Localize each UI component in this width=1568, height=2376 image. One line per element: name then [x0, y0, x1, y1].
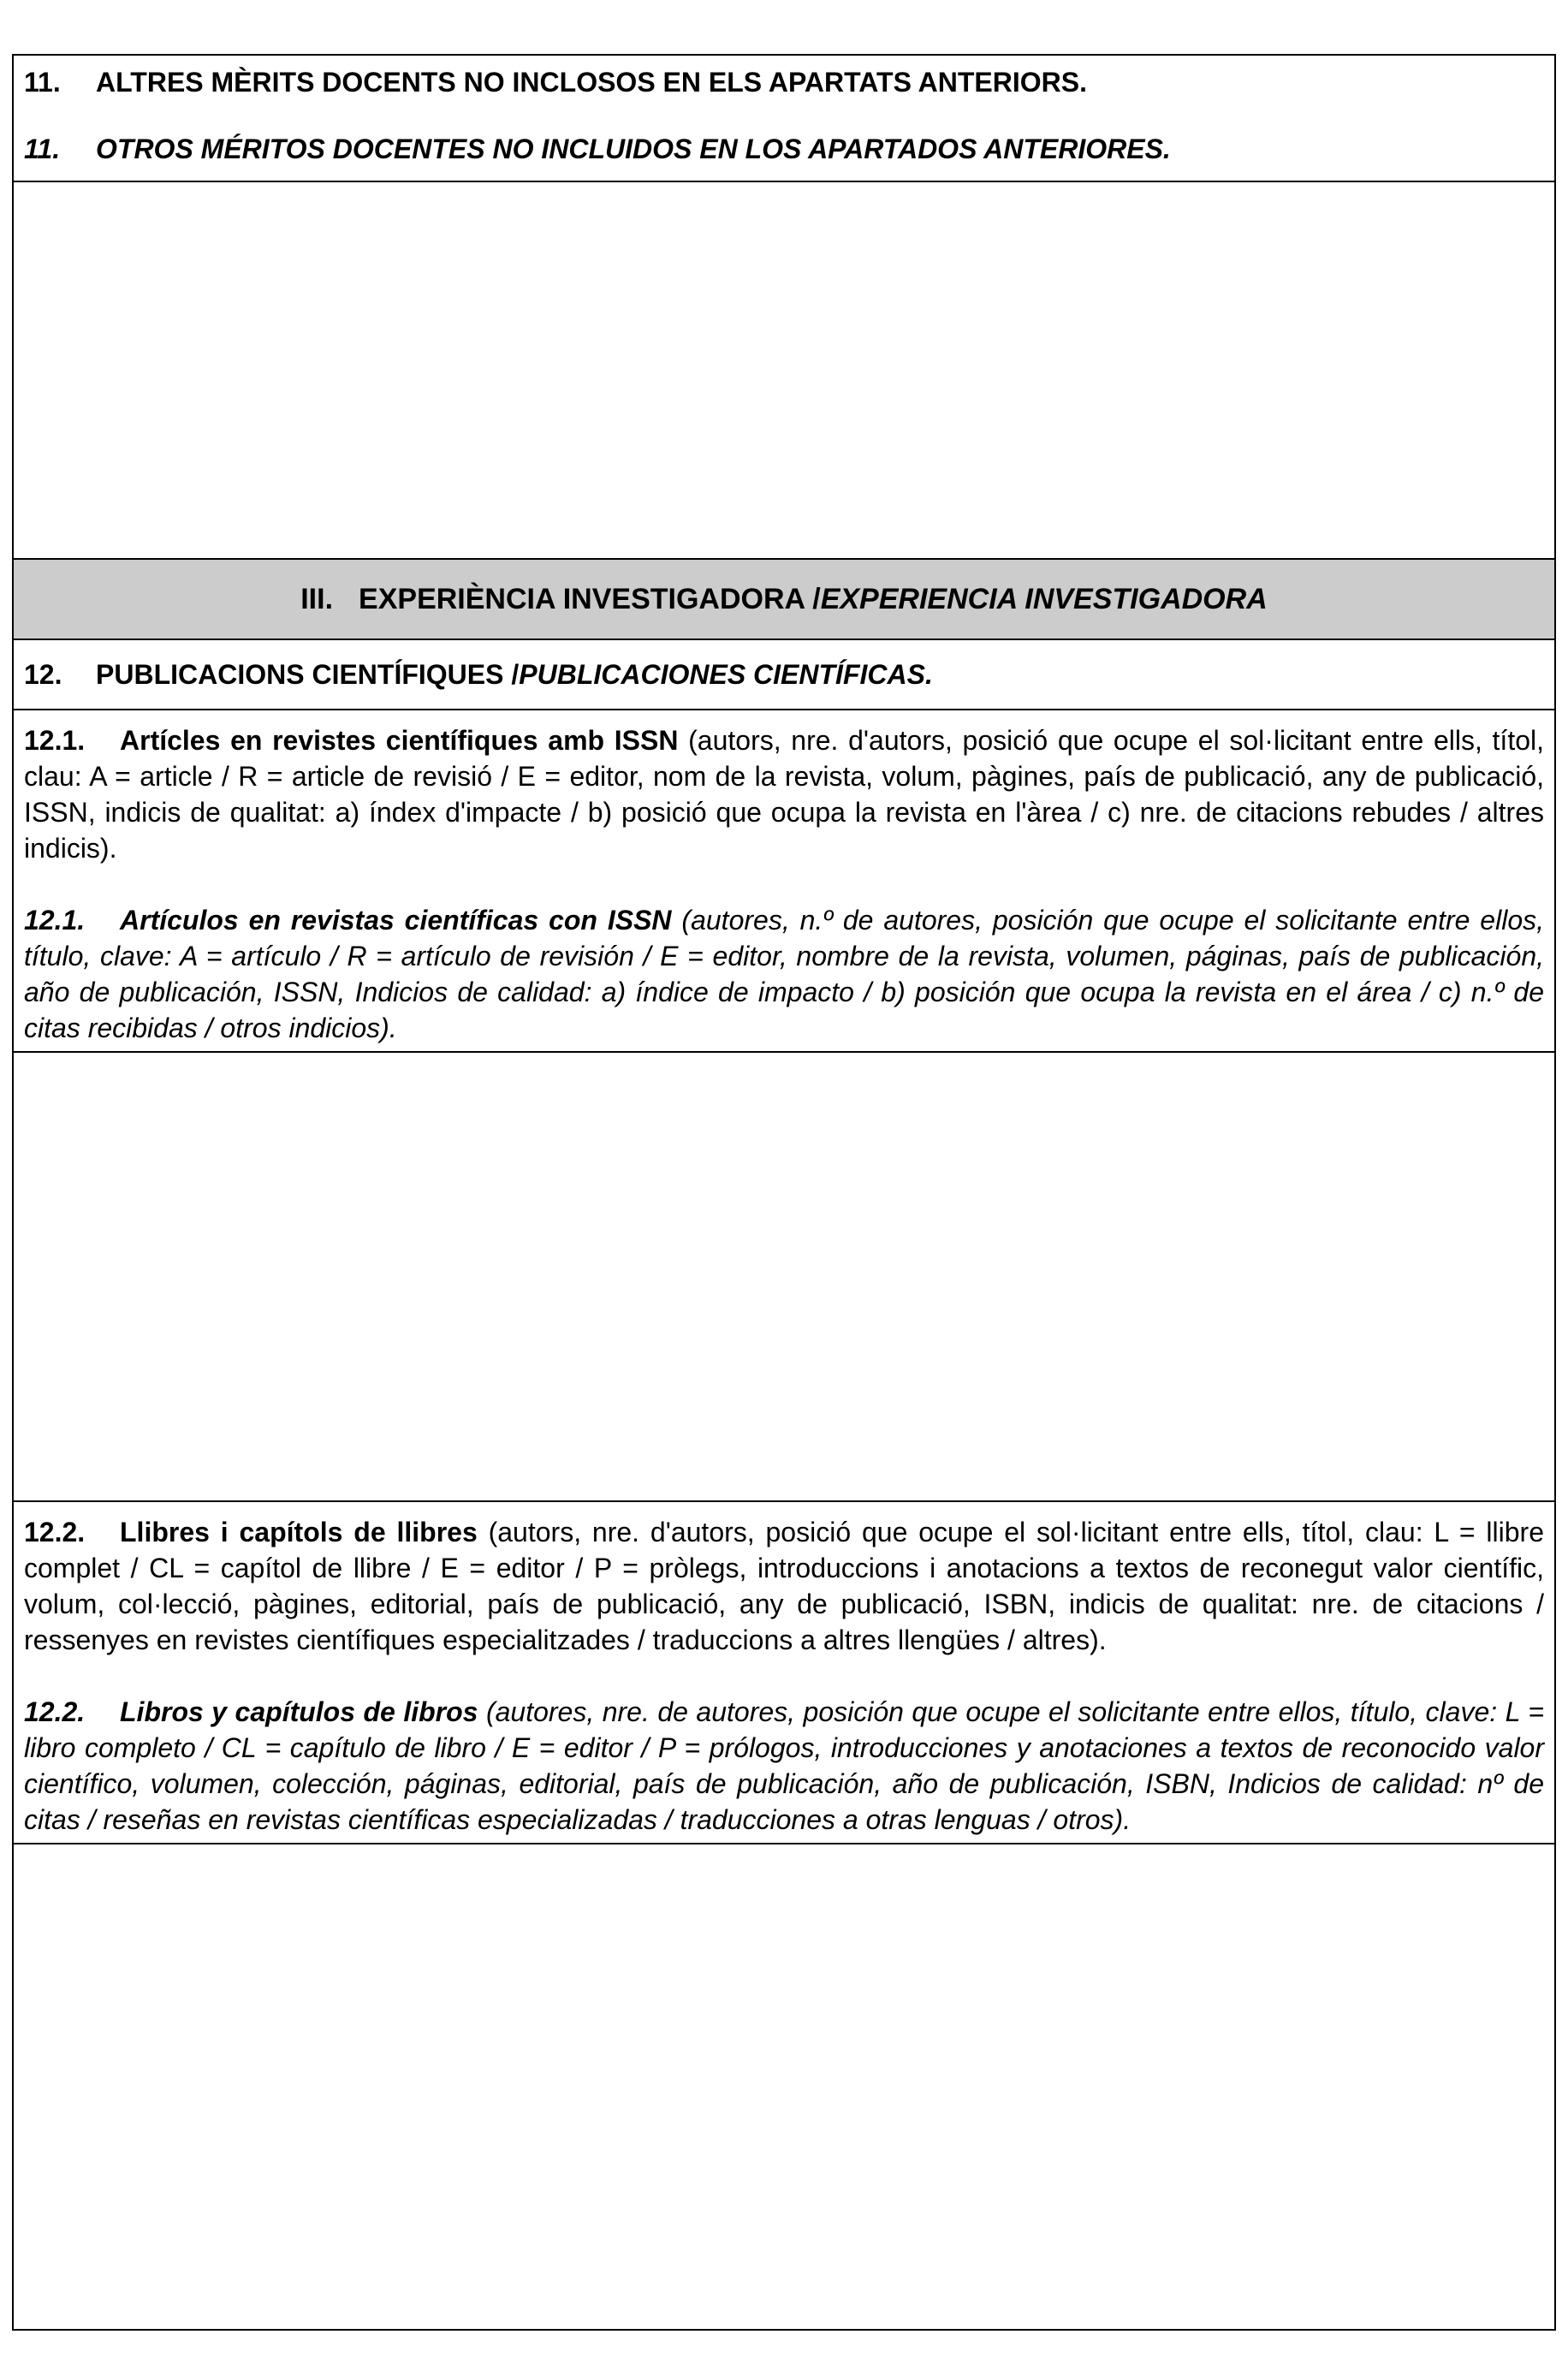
item-11-number-es: 11.	[24, 134, 61, 164]
item-12-2-title-ca: Llibres i capítols de llibres	[120, 1517, 478, 1547]
item-11-title-ca	[24, 66, 1544, 98]
section-iii-title-ca: EXPERIÈNCIA INVESTIGADORA /	[359, 582, 821, 615]
item-12-2-number-es: 12.2.	[24, 1696, 86, 1727]
item-12-2-text-ca	[24, 1514, 1544, 1658]
item-12-title-es: PUBLICACIONES CIENTÍFICAS.	[519, 658, 933, 690]
section-iii-header	[14, 560, 1554, 640]
item-11-answer-area[interactable]	[14, 182, 1554, 560]
item-12-2-text-es	[24, 1694, 1544, 1838]
item-12-2-answer-area[interactable]	[14, 1844, 1554, 2329]
item-11-title-es	[24, 133, 1544, 165]
item-12-1-number-es: 12.1.	[24, 905, 86, 936]
item-12-1-text-ca	[24, 722, 1544, 866]
item-12-title-ca: PUBLICACIONS CIENTÍFIQUES /	[96, 658, 520, 690]
item-11-title-es-text: OTROS MÉRITOS DOCENTES NO INCLUIDOS EN LOS APARTADOS ANTERIORES.	[96, 134, 1171, 164]
item-12-2-desc-ca: (autors, nre. d'autors, posició que ocupe el sol·licitant entre ells, títol, clau: L = llibre complet / CL = capítol de llibre / E = editor / P = pròlegs, introduccions i anotacions a textos de reconegut valor científic, volum, col·lecció, pàgines, editorial, país de publicació, any de publicació, ISBN, indicis de qualitat: nre. de citacions / ressenyes en revistes científiques especialitzades / traduccions a altres llengües / altres).	[24, 1517, 1545, 1655]
item-11-heading	[14, 56, 1554, 182]
item-12-number: 12.	[24, 658, 62, 690]
section-iii-title-es: EXPERIENCIA INVESTIGADORA	[820, 582, 1268, 615]
item-12-heading	[14, 640, 1554, 710]
item-11-number: 11.	[24, 67, 61, 98]
item-12-2-title-es: Libros y capítulos de libros	[120, 1696, 478, 1727]
item-12-1-title-ca: Artícles en revistes científiques amb ISSN	[120, 725, 679, 756]
item-12-1-title-es: Artículos en revistas científicas con ISSN	[120, 905, 672, 936]
item-12-1-text-es	[24, 902, 1544, 1046]
item-12-1-description	[14, 710, 1554, 1053]
item-12-2-description	[14, 1502, 1554, 1844]
item-12-2-number: 12.2.	[24, 1517, 86, 1547]
item-12-1-number: 12.1.	[24, 725, 86, 756]
cv-form-table	[12, 54, 1556, 2331]
item-11-title-ca-text: ALTRES MÈRITS DOCENTS NO INCLOSOS EN ELS APARTATS ANTERIORS.	[96, 67, 1087, 98]
item-12-1-answer-area[interactable]	[14, 1053, 1554, 1502]
item-12-2-desc-es: (autores, nre. de autores, posición que ocupe el solicitante entre ellos, título, clave: L = libro completo / CL = capítulo de libro / E = editor / P = prólogos, introducciones y anotaciones a textos de reconocido valor científico, volumen, colección, páginas, editorial, país de publicación, año de publicación, ISBN, Indicios de calidad: nº de citas / reseñas en revistas científicas especializadas / traducciones a otras lenguas / otros).	[24, 1696, 1545, 1835]
item-12-1-desc-es: (autores, n.º de autores, posición que ocupe el solicitante entre ellos, título, clave: A = artículo / R = artículo de revisión / E = editor, nombre de la revista, volumen, páginas, país de publicación, año de publicación, ISSN, Indicios de calidad: a) índice de impacto / b) posición que ocupa la revista en el área / c) n.º de citas recibidas / otros indicios).	[24, 905, 1545, 1043]
section-iii-number: III.	[300, 582, 334, 615]
item-12-1-desc-ca: (autors, nre. d'autors, posició que ocupe el sol·licitant entre ells, títol, clau: A = article / R = article de revisió / E = editor, nom de la revista, volum, pàgines, país de publicació, any de publicació, ISSN, indicis de qualitat: a) índex d'impacte / b) posició que ocupa la revista en l'àrea / c) nre. de citacions rebudes / altres indicis).	[24, 725, 1545, 864]
